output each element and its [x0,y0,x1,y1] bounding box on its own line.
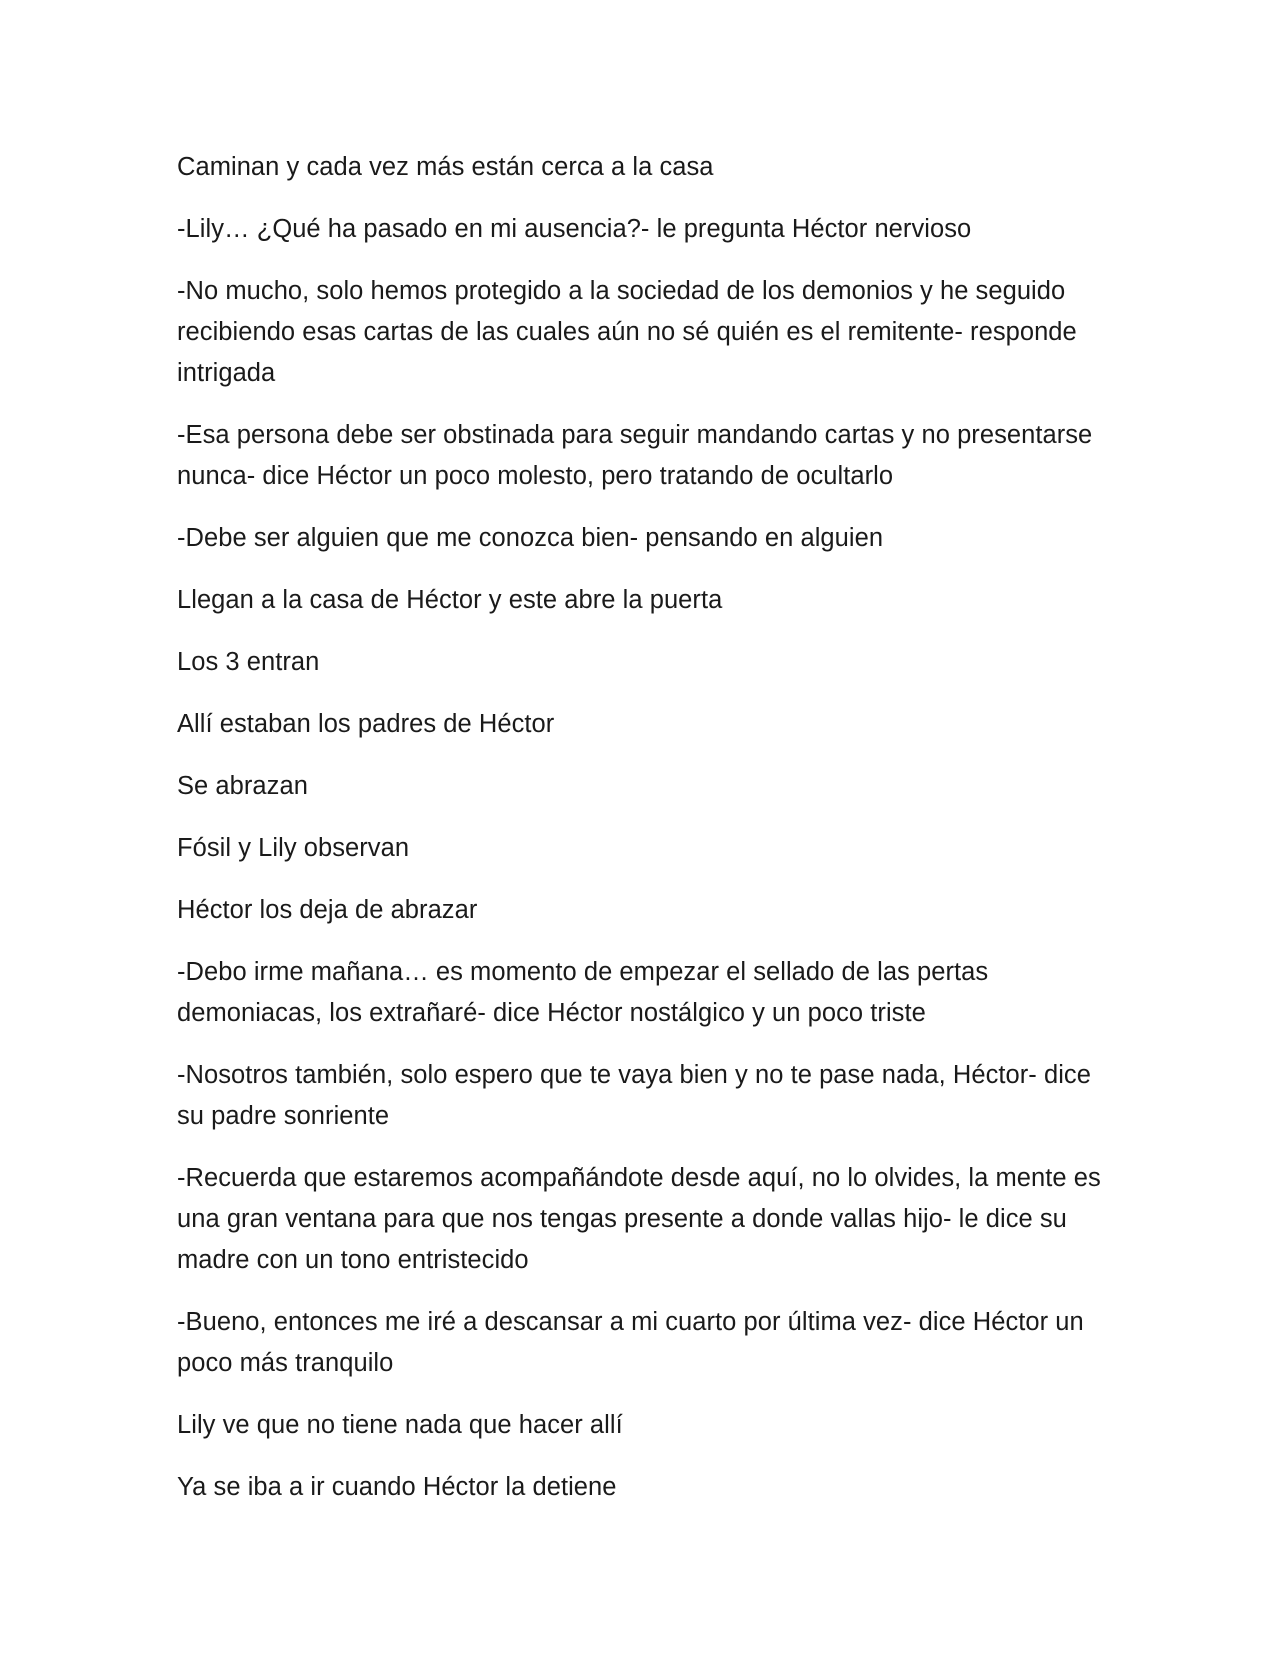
paragraph: -Nosotros también, solo espero que te vaya bien y no te pase nada, Héctor- dice su padre sonriente [177,1061,1091,1130]
document-body [177,147,1107,1529]
paragraph: -Bueno, entonces me iré a descansar a mi cuarto por última vez- dice Héctor un poco más tranquilo [177,1308,1084,1377]
paragraph: Ya se iba a ir cuando Héctor la detiene [177,1473,617,1501]
paragraph: Lily ve que no tiene nada que hacer allí [177,1411,623,1439]
paragraph: Caminan y cada vez más están cerca a la casa [177,153,714,181]
paragraph: Héctor los deja de abrazar [177,896,478,924]
paragraph: Los 3 entran [177,648,320,676]
paragraph: -Recuerda que estaremos acompañándote desde aquí, no lo olvides, la mente es una gran ventana para que nos tengas presente a donde vallas hijo- le dice su madre con un tono entristecido [177,1164,1101,1274]
paragraph: -Debo irme mañana… es momento de empezar el sellado de las pertas demoniacas, los extrañaré- dice Héctor nostálgico y un poco triste [177,958,989,1027]
paragraph: Llegan a la casa de Héctor y este abre la puerta [177,586,723,614]
paragraph: Fósil y Lily observan [177,834,410,862]
paragraph: -Lily… ¿Qué ha pasado en mi ausencia?- le pregunta Héctor nervioso [177,215,972,243]
paragraph: Allí estaban los padres de Héctor [177,710,555,738]
paragraph: -No mucho, solo hemos protegido a la sociedad de los demonios y he seguido recibiendo esas cartas de las cuales aún no sé quién es el remitente- responde intrigada [177,277,1077,387]
paragraph: Se abrazan [177,772,308,800]
paragraph: -Debe ser alguien que me conozca bien- pensando en alguien [177,524,884,552]
paragraph: -Esa persona debe ser obstinada para seguir mandando cartas y no presentarse nunca- dice Héctor un poco molesto, pero tratando de ocultarlo [177,421,1093,490]
